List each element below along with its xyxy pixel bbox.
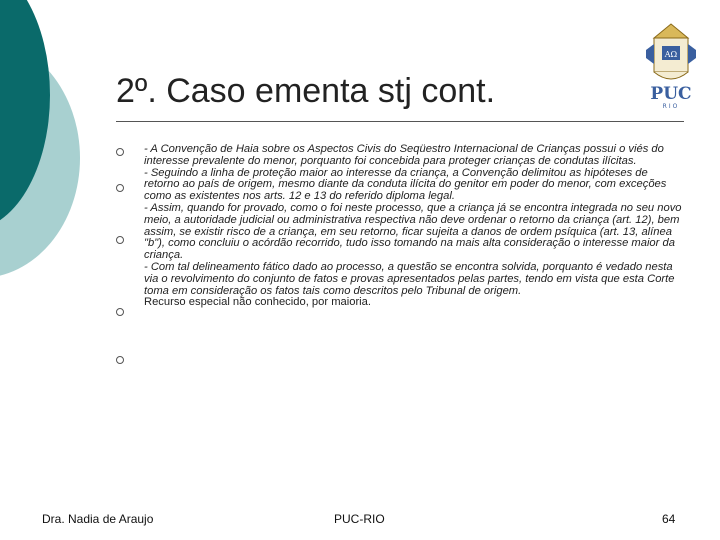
slide-body — [144, 144, 684, 309]
logo-text: PUC — [650, 84, 692, 104]
svg-text:AΩ: AΩ — [664, 50, 678, 59]
title-divider — [116, 121, 684, 122]
bullet-marker — [116, 356, 124, 364]
bullet-marker — [116, 184, 124, 192]
footer-author: Dra. Nadia de Araujo — [42, 512, 154, 526]
footer-institution: PUC-RIO — [334, 512, 385, 526]
bullet-marker — [116, 308, 124, 316]
bullet-marker — [116, 236, 124, 244]
puc-rio-crest-icon — [646, 24, 696, 79]
paragraph: - Com tal delineamento fático dado ao processo, a questão se encontra solvida, porquanto é vedado nesta via o revolvimento do conjunto de fatos e provas apresentados pelas partes, tendo em vista que esta Corte toma em consideração os fatos tais como descritos pelo Tribunal de origem. — [144, 260, 675, 297]
logo-subtext: RIO — [662, 103, 680, 110]
page-number: 64 — [662, 512, 676, 526]
paragraph: Recurso especial não conhecido, por maioria. — [144, 296, 371, 309]
paragraph: - A Convenção de Haia sobre os Aspectos Civis do Seqüestro Internacional de Crianças possui o viés do interesse prevalente do menor, porquanto foi concebida para proteger crianças de condutas ilícitas. — [144, 143, 664, 167]
slide-title: 2º. Caso ementa stj cont. — [116, 72, 496, 110]
puc-rio-logo — [640, 20, 702, 110]
bullet-marker — [116, 148, 124, 156]
paragraph: - Seguindo a linha de proteção maior ao interesse da criança, a Convenção delimitou as hipóteses de retorno ao país de origem, mesmo diante da conduta ilícita do genitor em poder do menor, com exceções como as existentes nos arts. 12 e 13 do referido diploma legal. — [144, 166, 667, 203]
paragraph: - Assim, quando for provado, como o foi neste processo, que a criança já se encontra integrada no seu novo meio, a autoridade judicial ou administrativa respectiva não deve ordenar o retorno da criança (art. 12), bem assim, se existir risco de a criança, em seu retorno, ficar sujeita a danos de ordem psíquica (art. 13, alínea "b"), como concluiu o acórdão recorrido, tudo isso tomando na mais alta consideração o interesse maior da criança. — [144, 201, 682, 262]
